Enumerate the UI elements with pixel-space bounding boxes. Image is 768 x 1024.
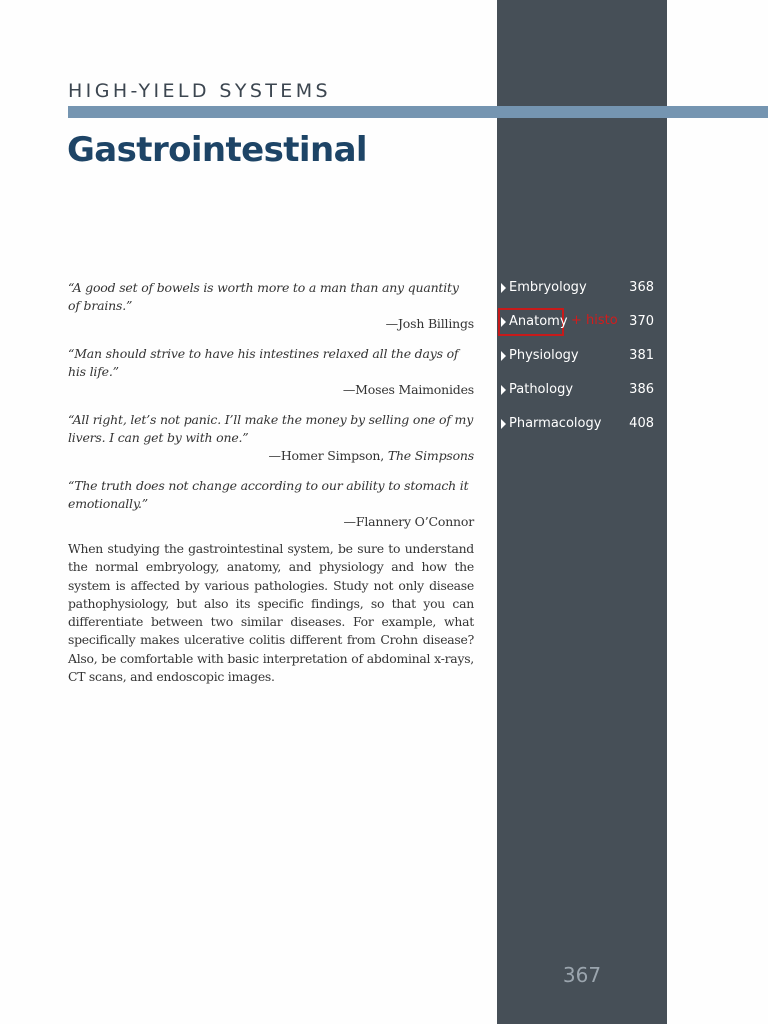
intro-paragraph: When studying the gastrointestinal system, be sure to understand the normal embryology, anatomy, and physiology and how the system is affected by various pathologies. Study not only disease pathophysiology, but also its specific findings, so that you can differentiate between two similar diseases. For example, what specifically makes ulcerative colitis different from Crohn disease? Also, be comfortable with basic interpretation of abdominal x-rays, CT scans, and endoscopic images. [68, 541, 474, 685]
triangle-right-icon [501, 351, 506, 361]
quote-author: —Moses Maimonides [342, 382, 474, 397]
quote-text: “All right, let’s not panic. I’ll make the money by selling one of my livers. I can get by with one.” [68, 412, 474, 445]
section-label: HIGH-YIELD SYSTEMS [68, 80, 331, 102]
quote [68, 345, 474, 399]
toc-item-page: 408 [629, 416, 654, 431]
quote [68, 279, 474, 333]
toc-item-pathology[interactable] [497, 373, 667, 407]
quote-text: “The truth does not change according to our ability to stomach it emotionally.” [68, 478, 469, 511]
quote-author: —Homer Simpson, [268, 448, 388, 463]
quote-text: “A good set of bowels is worth more to a man than any quantity of brains.” [68, 280, 459, 313]
quote-attribution [68, 315, 474, 333]
header-rule [68, 106, 768, 118]
quote [68, 477, 474, 531]
toc-item-anatomy[interactable] [497, 305, 667, 339]
toc-item-physiology[interactable] [497, 339, 667, 373]
toc-item-page: 370 [629, 314, 654, 329]
toc-item-label: Pathology [509, 382, 574, 397]
quote-author: —Flannery O’Connor [343, 514, 474, 529]
epigraph-quotes [68, 279, 474, 543]
quote-work: The Simpsons [387, 448, 474, 463]
toc-item-label: Embryology [509, 280, 587, 295]
toc-item-page: 368 [629, 280, 654, 295]
triangle-right-icon [501, 385, 506, 395]
sidebar-panel [497, 0, 667, 1024]
quote-attribution [68, 513, 474, 531]
toc-item-pharmacology[interactable] [497, 407, 667, 441]
triangle-right-icon [501, 419, 506, 429]
toc-item-page: 386 [629, 382, 654, 397]
toc-item-label: Pharmacology [509, 416, 602, 431]
toc-item-page: 381 [629, 348, 654, 363]
triangle-right-icon [501, 283, 506, 293]
toc-item-label: Physiology [509, 348, 579, 363]
quote-attribution [68, 447, 474, 465]
annotation-note: + histo [571, 313, 618, 328]
quote-attribution [68, 381, 474, 399]
toc-item-label: Anatomy [509, 314, 568, 329]
triangle-right-icon [501, 317, 506, 327]
quote [68, 411, 474, 465]
quote-text: “Man should strive to have his intestines relaxed all the days of his life.” [68, 346, 459, 379]
page-number: 367 [562, 963, 602, 987]
chapter-title: Gastrointestinal [67, 130, 367, 170]
toc-item-embryology[interactable] [497, 271, 667, 305]
section-toc [497, 271, 667, 441]
quote-author: —Josh Billings [385, 316, 474, 331]
